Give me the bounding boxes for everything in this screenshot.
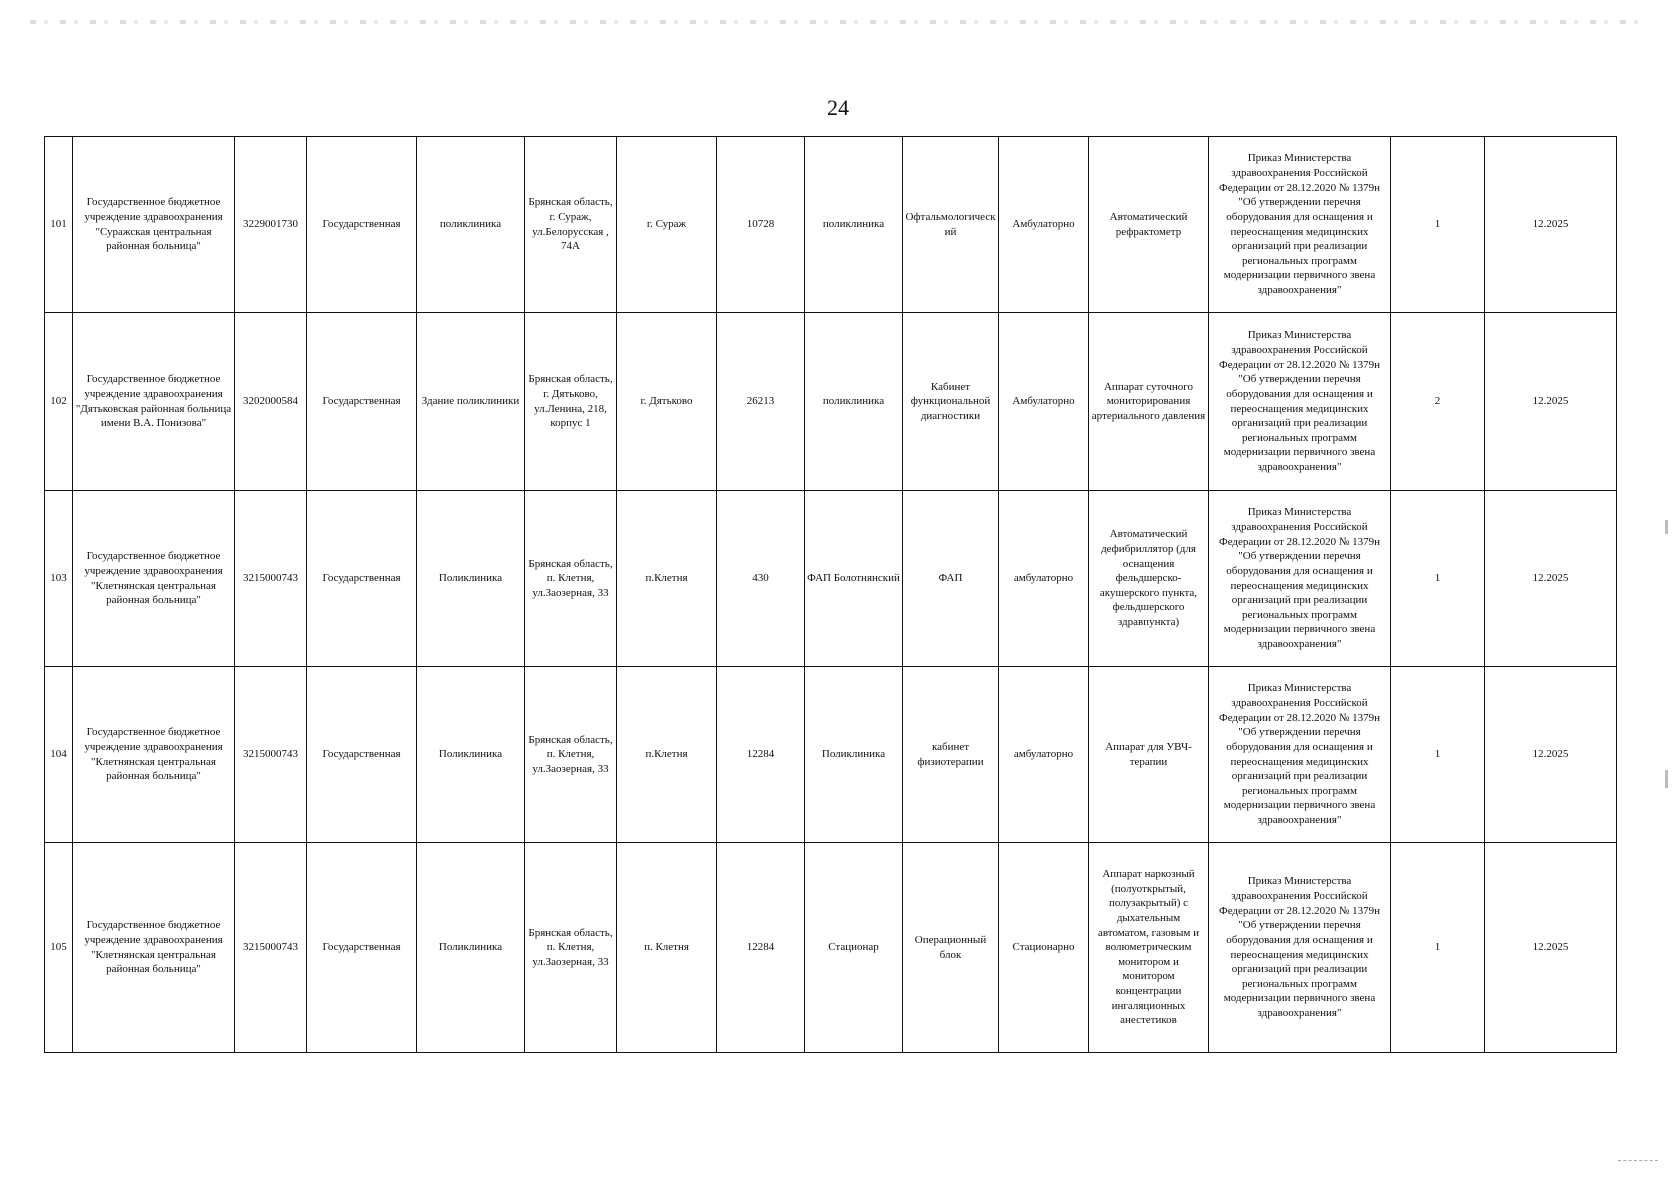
locality: п.Клетня — [617, 491, 717, 667]
address: Брянская область, п. Клетня, ул.Заозерная, 33 — [525, 843, 617, 1053]
subdivision: поликлиника — [805, 137, 903, 313]
delivery-date: 12.2025 — [1485, 843, 1617, 1053]
subdivision: Поликлиника — [805, 667, 903, 843]
subdivision: Стационар — [805, 843, 903, 1053]
care-type: амбулаторно — [999, 667, 1089, 843]
population: 12284 — [717, 843, 805, 1053]
legal-basis: Приказ Министерства здравоохранения Российской Федерации от 28.12.2020 № 1379н "Об утверждении перечня оборудования для оснащения и переоснащения медицинских организаций при реализации региональных программ модернизации первичного звена здравоохранения" — [1209, 843, 1391, 1053]
subdivision: ФАП Болотнянский — [805, 491, 903, 667]
table-row — [45, 491, 1617, 667]
locality: п. Клетня — [617, 843, 717, 1053]
locality: п.Клетня — [617, 667, 717, 843]
equipment-table — [44, 136, 1617, 1053]
row-number: 101 — [45, 137, 73, 313]
quantity: 1 — [1391, 491, 1485, 667]
ownership-type: Государственная — [307, 843, 417, 1053]
population: 12284 — [717, 667, 805, 843]
scan-artifact-bottom — [1618, 1160, 1658, 1162]
quantity: 1 — [1391, 667, 1485, 843]
address: Брянская область, п. Клетня, ул.Заозерная, 33 — [525, 667, 617, 843]
institution-name: Государственное бюджетное учреждение здравоохранения "Клетнянская центральная районная больница" — [73, 491, 235, 667]
delivery-date: 12.2025 — [1485, 491, 1617, 667]
table-row — [45, 667, 1617, 843]
inn-code: 3215000743 — [235, 667, 307, 843]
care-type: Амбулаторно — [999, 137, 1089, 313]
population: 430 — [717, 491, 805, 667]
equipment-name: Аппарат для УВЧ-терапии — [1089, 667, 1209, 843]
inn-code: 3229001730 — [235, 137, 307, 313]
ownership-type: Государственная — [307, 313, 417, 491]
building-type: Поликлиника — [417, 491, 525, 667]
ownership-type: Государственная — [307, 137, 417, 313]
delivery-date: 12.2025 — [1485, 137, 1617, 313]
institution-name: Государственное бюджетное учреждение здравоохранения "Дятьковская районная больница имени В.А. Понизова" — [73, 313, 235, 491]
scan-artifact-top — [30, 20, 1650, 24]
ownership-type: Государственная — [307, 667, 417, 843]
inn-code: 3215000743 — [235, 491, 307, 667]
address: Брянская область, г. Дятьково, ул.Ленина, 218, корпус 1 — [525, 313, 617, 491]
table-row — [45, 843, 1617, 1053]
equipment-name: Аппарат суточного мониторирования артериального давления — [1089, 313, 1209, 491]
ownership-type: Государственная — [307, 491, 417, 667]
institution-name: Государственное бюджетное учреждение здравоохранения "Суражская центральная районная больница" — [73, 137, 235, 313]
care-type: Стационарно — [999, 843, 1089, 1053]
equipment-name: Автоматический рефрактометр — [1089, 137, 1209, 313]
table-row — [45, 313, 1617, 491]
scan-artifact-right — [1665, 770, 1668, 788]
building-type: Поликлиника — [417, 667, 525, 843]
department: Кабинет функциональной диагностики — [903, 313, 999, 491]
row-number: 104 — [45, 667, 73, 843]
row-number: 103 — [45, 491, 73, 667]
table-row — [45, 137, 1617, 313]
page-number: 24 — [827, 95, 849, 120]
population: 10728 — [717, 137, 805, 313]
department: Офтальмологический — [903, 137, 999, 313]
institution-name: Государственное бюджетное учреждение здравоохранения "Клетнянская центральная районная больница" — [73, 667, 235, 843]
care-type: Амбулаторно — [999, 313, 1089, 491]
quantity: 1 — [1391, 137, 1485, 313]
population: 26213 — [717, 313, 805, 491]
scan-artifact-right — [1665, 520, 1668, 534]
equipment-name: Аппарат наркозный (полуоткрытый, полузакрытый) с дыхательным автоматом, газовым и волюметрическим монитором и монитором концентрации ингаляционных анестетиков — [1089, 843, 1209, 1053]
legal-basis: Приказ Министерства здравоохранения Российской Федерации от 28.12.2020 № 1379н "Об утверждении перечня оборудования для оснащения и переоснащения медицинских организаций при реализации региональных программ модернизации первичного звена здравоохранения" — [1209, 491, 1391, 667]
address: Брянская область, г. Сураж, ул.Белорусская , 74А — [525, 137, 617, 313]
delivery-date: 12.2025 — [1485, 313, 1617, 491]
legal-basis: Приказ Министерства здравоохранения Российской Федерации от 28.12.2020 № 1379н "Об утверждении перечня оборудования для оснащения и переоснащения медицинских организаций при реализации региональных программ модернизации первичного звена здравоохранения" — [1209, 137, 1391, 313]
building-type: Поликлиника — [417, 843, 525, 1053]
department: ФАП — [903, 491, 999, 667]
locality: г. Дятьково — [617, 313, 717, 491]
care-type: амбулаторно — [999, 491, 1089, 667]
inn-code: 3215000743 — [235, 843, 307, 1053]
building-type: Здание поликлиники — [417, 313, 525, 491]
legal-basis: Приказ Министерства здравоохранения Российской Федерации от 28.12.2020 № 1379н "Об утверждении перечня оборудования для оснащения и переоснащения медицинских организаций при реализации региональных программ модернизации первичного звена здравоохранения" — [1209, 313, 1391, 491]
inn-code: 3202000584 — [235, 313, 307, 491]
legal-basis: Приказ Министерства здравоохранения Российской Федерации от 28.12.2020 № 1379н "Об утверждении перечня оборудования для оснащения и переоснащения медицинских организаций при реализации региональных программ модернизации первичного звена здравоохранения" — [1209, 667, 1391, 843]
quantity: 2 — [1391, 313, 1485, 491]
row-number: 105 — [45, 843, 73, 1053]
department: кабинет физиотерапии — [903, 667, 999, 843]
locality: г. Сураж — [617, 137, 717, 313]
equipment-name: Автоматический дефибриллятор (для оснащения фельдшерско-акушерского пункта, фельдшерского здравпункта) — [1089, 491, 1209, 667]
building-type: поликлиника — [417, 137, 525, 313]
delivery-date: 12.2025 — [1485, 667, 1617, 843]
department: Операционный блок — [903, 843, 999, 1053]
institution-name: Государственное бюджетное учреждение здравоохранения "Клетнянская центральная районная больница" — [73, 843, 235, 1053]
quantity: 1 — [1391, 843, 1485, 1053]
address: Брянская область, п. Клетня, ул.Заозерная, 33 — [525, 491, 617, 667]
subdivision: поликлиника — [805, 313, 903, 491]
row-number: 102 — [45, 313, 73, 491]
